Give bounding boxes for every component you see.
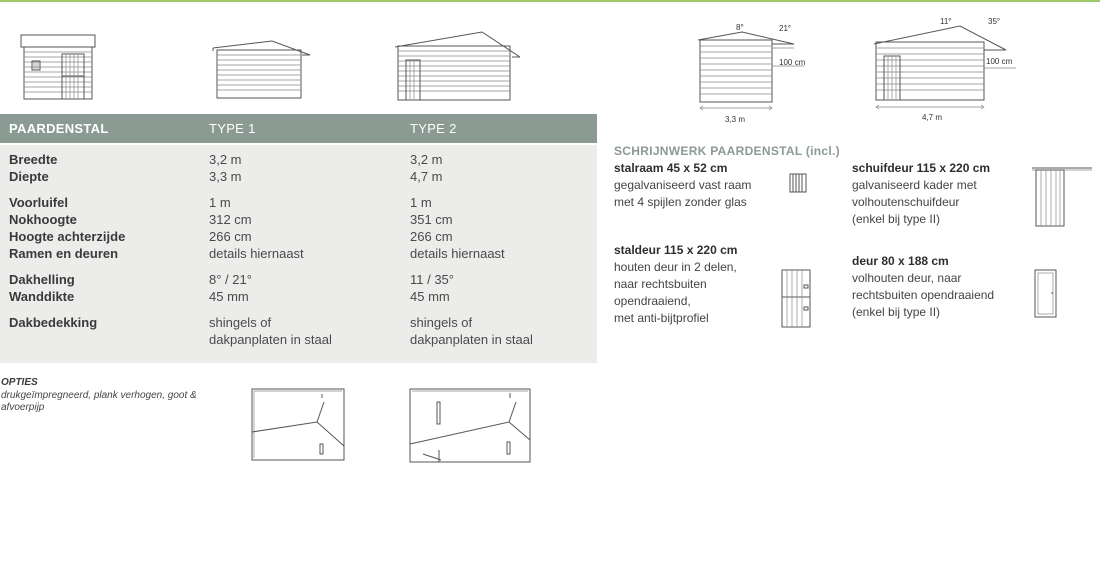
row-type2-value: shingels of bbox=[410, 315, 473, 330]
type2-floorplan bbox=[409, 388, 533, 468]
row-type2-value: 3,2 m bbox=[410, 152, 443, 167]
item-desc: gegalvaniseerd vast raam met 4 spijlen zonder glas bbox=[614, 178, 752, 209]
header-type2: TYPE 2 bbox=[410, 121, 457, 136]
row-type2-value: dakpanplaten in staal bbox=[410, 332, 533, 347]
row-type1-value: shingels of bbox=[209, 315, 272, 330]
header-divider bbox=[0, 143, 597, 145]
row-label: Dakhelling bbox=[9, 272, 75, 287]
row-type1-value: 266 cm bbox=[209, 229, 252, 244]
type2-angle-right: 35° bbox=[988, 17, 1001, 26]
row-label: Ramen en deuren bbox=[9, 246, 119, 261]
item-desc: houten deur in 2 delen, naar rechtsbuiten opendraaiend, met anti-bijtprofiel bbox=[614, 260, 737, 325]
item-name: stalraam 45 x 52 cm bbox=[614, 161, 728, 175]
row-type2-value: 11 / 35° bbox=[410, 272, 454, 287]
row-type2-value: 351 cm bbox=[410, 212, 453, 227]
row-type1-value: dakpanplaten in staal bbox=[209, 332, 332, 347]
row-type2-value: 45 mm bbox=[410, 289, 450, 304]
row-label: Nokhoogte bbox=[9, 212, 77, 227]
woodwork-title: SCHRIJNWERK PAARDENSTAL (incl.) bbox=[614, 144, 840, 158]
item-name: deur 80 x 188 cm bbox=[852, 254, 949, 268]
row-type1-value: 312 cm bbox=[209, 212, 252, 227]
row-label: Wanddikte bbox=[9, 289, 75, 304]
stalraam-icon bbox=[789, 173, 807, 193]
spec-table-header bbox=[0, 114, 597, 143]
row-type1-value: 3,2 m bbox=[209, 152, 242, 167]
spec-table bbox=[0, 114, 597, 363]
type2-depth-label: 4,7 m bbox=[922, 113, 943, 122]
type2-side-drawing bbox=[872, 18, 1018, 122]
woodwork-item-staldeur bbox=[614, 242, 774, 327]
row-type1-value: 8° / 21° bbox=[209, 272, 252, 287]
row-label: Hoogte achterzijde bbox=[9, 229, 126, 244]
row-type2-value: 4,7 m bbox=[410, 169, 443, 184]
row-label: Voorluifel bbox=[9, 195, 68, 210]
schuifdeur-icon bbox=[1031, 166, 1094, 228]
row-type2-value: 266 cm bbox=[410, 229, 453, 244]
type1-thumbnail bbox=[212, 38, 312, 100]
row-type2-value: 1 m bbox=[410, 195, 432, 210]
type1-angle-left: 8° bbox=[736, 23, 744, 32]
options-text: drukgeïmpregneerd, plank verhogen, goot & afvoerpijp bbox=[1, 390, 197, 413]
type1-angle-right: 21° bbox=[779, 24, 792, 33]
row-type1-value: details hiernaast bbox=[209, 246, 304, 261]
row-type1-value: 3,3 m bbox=[209, 169, 242, 184]
type2-thumbnail bbox=[394, 30, 522, 102]
row-label: Diepte bbox=[9, 169, 49, 184]
type1-overhang-label: 100 cm bbox=[779, 58, 806, 67]
type2-overhang-label: 100 cm bbox=[986, 57, 1013, 66]
woodwork-item-deur bbox=[852, 253, 1032, 321]
woodwork-item-stalraam bbox=[614, 160, 774, 211]
item-name: staldeur 115 x 220 cm bbox=[614, 243, 738, 257]
type1-floorplan bbox=[251, 388, 347, 462]
header-type1: TYPE 1 bbox=[209, 121, 256, 136]
deur-icon bbox=[1034, 269, 1058, 319]
options-title: OPTIES bbox=[1, 377, 38, 388]
staldeur-icon bbox=[781, 269, 811, 329]
row-label: Breedte bbox=[9, 152, 58, 167]
item-desc: galvaniseerd kader met volhoutenschuifdeur (enkel bij type II) bbox=[852, 178, 977, 226]
type1-depth-label: 3,3 m bbox=[725, 115, 746, 124]
row-label: Dakbedekking bbox=[9, 315, 98, 330]
type2-angle-left: 11° bbox=[940, 17, 952, 26]
header-label: PAARDENSTAL bbox=[9, 121, 109, 136]
item-name: schuifdeur 115 x 220 cm bbox=[852, 161, 991, 175]
row-type2-value: details hiernaast bbox=[410, 246, 505, 261]
item-desc: volhouten deur, naar rechtsbuiten opendraaiend (enkel bij type II) bbox=[852, 271, 995, 319]
type1-side-drawing bbox=[694, 22, 804, 124]
row-type1-value: 45 mm bbox=[209, 289, 249, 304]
top-accent-line bbox=[0, 0, 1100, 2]
front-view-drawing bbox=[20, 34, 98, 100]
row-type1-value: 1 m bbox=[209, 195, 231, 210]
woodwork-item-schuifdeur bbox=[852, 160, 1027, 228]
